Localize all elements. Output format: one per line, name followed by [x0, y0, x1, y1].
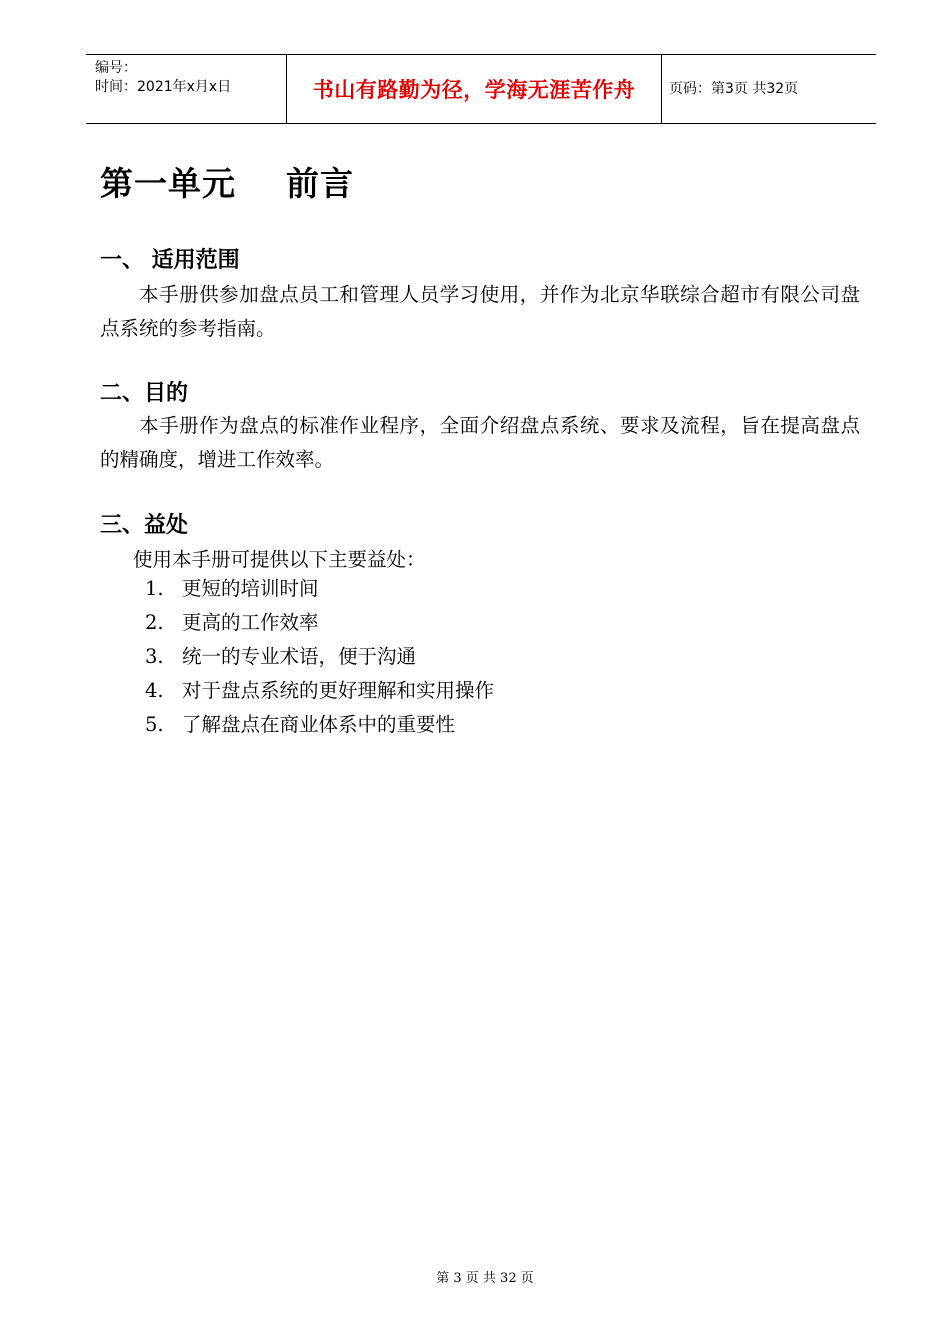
page-footer: 第 3 页 共 32 页	[436, 1271, 534, 1286]
list-item-text: 对于盘点系统的更好理解和实用操作	[182, 679, 495, 702]
header-motto: 书山有路勤为径，学海无涯苦作舟	[312, 78, 636, 102]
header-motto-cell	[286, 55, 662, 123]
header-page-cell	[661, 55, 876, 123]
section-body-purpose: 本手册作为盘点的标准作业程序，全面介绍盘点系统、要求及流程，旨在提高盘点的精确度，增进工作效率。	[100, 414, 860, 471]
list-item-text: 更高的工作效率	[182, 611, 319, 634]
header-meta-cell	[86, 55, 286, 123]
benefits-list	[145, 574, 494, 744]
list-item-number: 4.	[145, 679, 164, 702]
section-heading-scope: 一、 适用范围	[100, 248, 240, 273]
list-item-number: 3.	[145, 645, 164, 668]
document-code: 编号：	[95, 60, 137, 76]
page-title: 第一单元 前言	[100, 164, 354, 203]
benefits-intro: 使用本手册可提供以下主要益处：	[133, 548, 426, 571]
list-item-number: 2.	[145, 611, 164, 634]
list-item	[145, 642, 494, 676]
list-item	[145, 676, 494, 710]
list-item-text: 统一的专业术语，便于沟通	[182, 645, 417, 668]
list-item-number: 1.	[145, 577, 164, 600]
list-item-text: 更短的培训时间	[182, 577, 319, 600]
document-date: 时间：2021年x月x日	[95, 79, 232, 95]
section-heading-benefits: 三、益处	[100, 513, 189, 538]
list-item	[145, 574, 494, 608]
section-heading-purpose: 二、目的	[100, 381, 189, 406]
list-item-text: 了解盘点在商业体系中的重要性	[182, 713, 456, 736]
list-item	[145, 710, 494, 744]
header-page-number: 页码：第3页 共32页	[669, 80, 799, 97]
list-item	[145, 608, 494, 642]
section-body-scope: 本手册供参加盘点员工和管理人员学习使用，并作为北京华联综合超市有限公司盘点系统的参考指南。	[100, 283, 860, 340]
list-item-number: 5.	[145, 713, 164, 736]
page-header	[86, 54, 876, 124]
